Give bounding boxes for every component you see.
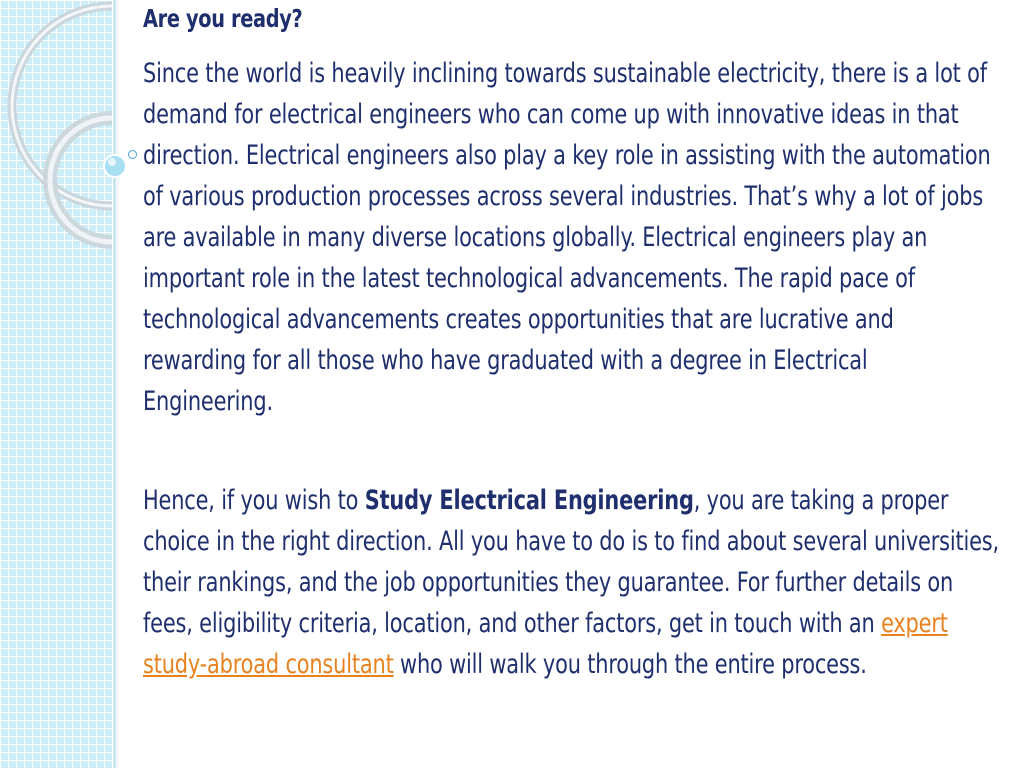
study-ee-bold: Study Electrical Engineering <box>364 485 694 516</box>
paragraph-cta <box>143 480 1003 685</box>
bullet-circle-icon <box>128 150 137 159</box>
paragraph-intro: Since the world is heavily inclining towards sustainable electricity, there is a lot of demand for electrical engineers who can come up with innovative ideas in that direction. Electrical engineers also play a key role in assisting with the automation of various production processes across several industries. That’s why a lot of jobs are available in many diverse locations globally. Electrical engineers play an important role in the latest technological advancements. The rapid pace of technological advancements creates opportunities that are lucrative and rewarding for all those who have graduated with a degree in Electrical Engineering. <box>143 58 991 417</box>
cta-text-middle: , you are taking a proper choice in the right direction. All you have to do is to find about several universities, their rankings, and the job opportunities they guarantee. For further details on fees, eligibility criteria, location, and other factors, get in touch with an <box>143 485 999 639</box>
bead-icon <box>104 155 126 177</box>
expert-consultant-link[interactable]: expert study-abroad consultant <box>143 608 948 680</box>
slide-heading: Are you ready? <box>143 4 303 33</box>
cta-text-start: Hence, if you wish to <box>143 485 365 516</box>
cta-text-end: who will walk you through the entire process. <box>393 649 867 680</box>
